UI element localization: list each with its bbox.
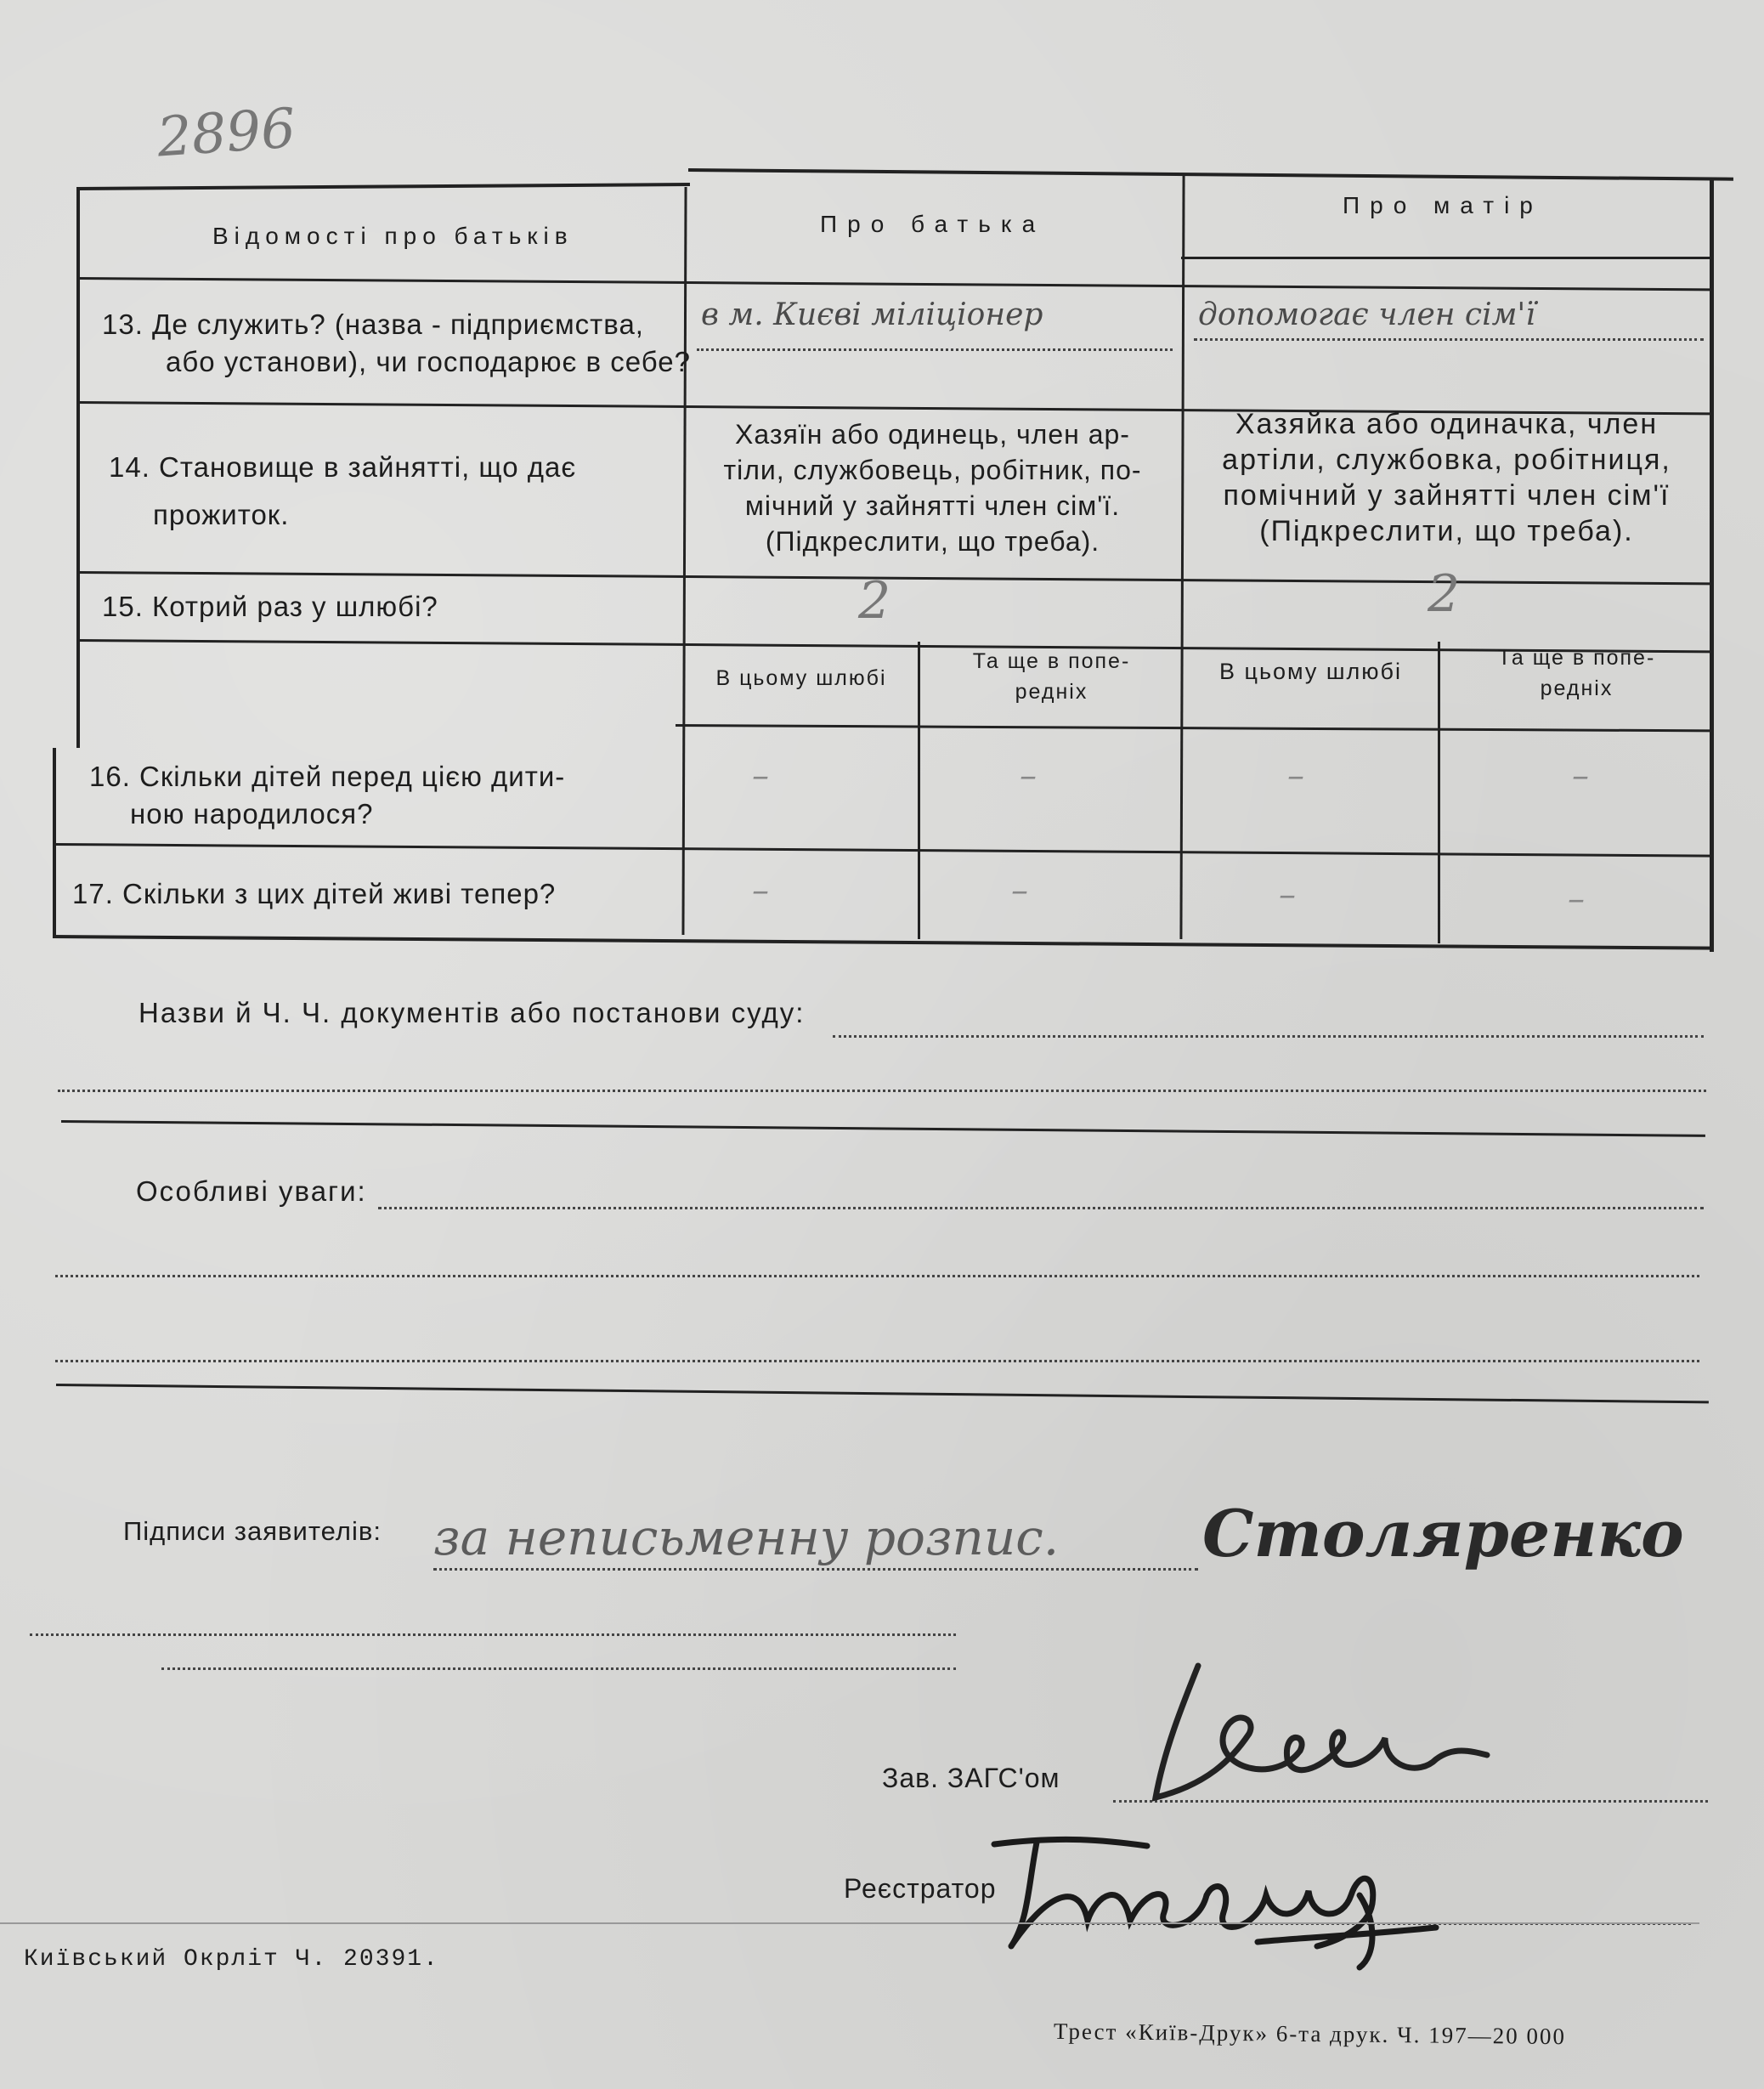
signatures-label: Підписи заявителів: xyxy=(123,1516,382,1546)
documents-line-1[interactable] xyxy=(833,1035,1704,1038)
row-16-label xyxy=(89,758,565,833)
registrar-signature xyxy=(977,1793,1453,1972)
footer-right: Трест «Київ-Друк» 6-та друк. Ч. 197—20 000 xyxy=(1053,2018,1567,2050)
father-previous-header xyxy=(922,646,1181,707)
signatures-surname: Столяренко xyxy=(1202,1496,1684,1571)
mother-option-line-3: помічний у зайнятті член сім'ї xyxy=(1223,479,1671,512)
father-option-line-1: Хазяїн або одинець, член ар- xyxy=(735,419,1130,450)
row-16-line2: ною народилося? xyxy=(130,798,374,829)
row-16-line1: 16. Скільки дітей перед цією дити- xyxy=(89,761,566,792)
mother-previous-header xyxy=(1443,643,1710,704)
row-14-line2: прожиток. xyxy=(153,499,290,530)
signatures-line-2[interactable] xyxy=(30,1633,956,1636)
row-16-answer-2: – xyxy=(1020,756,1037,795)
row-15-father-answer: 2 xyxy=(858,571,891,631)
row-13-label xyxy=(102,306,691,381)
documents-label: Назви й Ч. Ч. документів або постанови суду: xyxy=(139,997,806,1028)
notes-line-1[interactable] xyxy=(378,1207,1704,1209)
father-option-line-3: мічний у зайнятті член сім'ї. xyxy=(744,490,1121,521)
row-17-label: 17. Скільки з цих дітей живі тепер? xyxy=(72,878,557,909)
head-label: Зав. ЗАГС'ом xyxy=(882,1763,1060,1793)
notes-line-3[interactable] xyxy=(55,1360,1699,1362)
signatures-line-1[interactable] xyxy=(433,1568,1198,1571)
signatures-line-3[interactable] xyxy=(161,1667,956,1670)
row-14-label xyxy=(109,449,576,534)
footer-divider xyxy=(0,1922,1699,1924)
signatures-handwritten: за неписьменну розпис. xyxy=(433,1509,1060,1566)
mother-option-line-1: Хазяйка або одиначка, член xyxy=(1235,408,1659,440)
mother-option-line-4: (Підкреслити, що треба). xyxy=(1259,515,1634,547)
page-number: 2896 xyxy=(155,97,298,170)
father-previous-line2: редніх xyxy=(1015,680,1088,704)
row-13-father-dots xyxy=(697,348,1173,351)
row-16-answer-1: – xyxy=(752,756,769,795)
row-13-line1: 13. Де служить? (назва - підприємства, xyxy=(102,309,644,340)
mother-previous-line2: редніх xyxy=(1540,677,1614,700)
row-17-answer-4: – xyxy=(1568,880,1585,919)
father-this-marriage-header: В цьому шлюбі xyxy=(715,666,887,690)
notes-label: Особливі уваги: xyxy=(136,1175,367,1207)
header-info: Відомості про батьків xyxy=(212,223,574,249)
mother-previous-line1: Та ще в попе- xyxy=(1497,646,1656,670)
row-16-answer-3: – xyxy=(1287,756,1304,795)
row-17-answer-3: – xyxy=(1279,875,1296,914)
row-16-answer-4: – xyxy=(1572,756,1589,795)
row-15-mother-answer: 2 xyxy=(1428,564,1461,624)
mother-this-marriage-header: В цьому шлюбі xyxy=(1218,659,1403,684)
row-13-line2: або установи), чи господарює в себе? xyxy=(166,346,691,377)
header-father: Про батька xyxy=(820,211,1046,237)
row-13-mother-answer: допомогає член сім'ї xyxy=(1198,297,1535,332)
father-option-line-2: тіли, службовець, робітник, по- xyxy=(723,455,1142,485)
row-14-father-options xyxy=(697,416,1168,559)
row-14-mother-options xyxy=(1190,406,1704,549)
footer-left: Київський Окрліт Ч. 20391. xyxy=(24,1946,439,1973)
documents-line-2[interactable] xyxy=(58,1090,1706,1092)
row-13-mother-dots xyxy=(1194,338,1704,341)
registrar-label: Реєстратор xyxy=(844,1873,997,1904)
row-13-father-answer: в м. Києві міліціонер xyxy=(701,297,1043,332)
notes-line-2[interactable] xyxy=(55,1275,1699,1277)
row-17-answer-2: – xyxy=(1011,871,1028,910)
row-17-answer-1: – xyxy=(752,871,769,910)
header-mother: Про матір xyxy=(1343,192,1543,218)
row-15-label: 15. Котрий раз у шлюбі? xyxy=(102,591,438,622)
mother-option-line-2: артіли, службовка, робітниця, xyxy=(1222,444,1671,476)
father-option-line-4: (Підкреслити, що треба). xyxy=(765,526,1100,557)
father-previous-line1: Та ще в попе- xyxy=(972,649,1131,673)
row-14-line1: 14. Становище в зайнятті, що дає xyxy=(109,451,577,483)
